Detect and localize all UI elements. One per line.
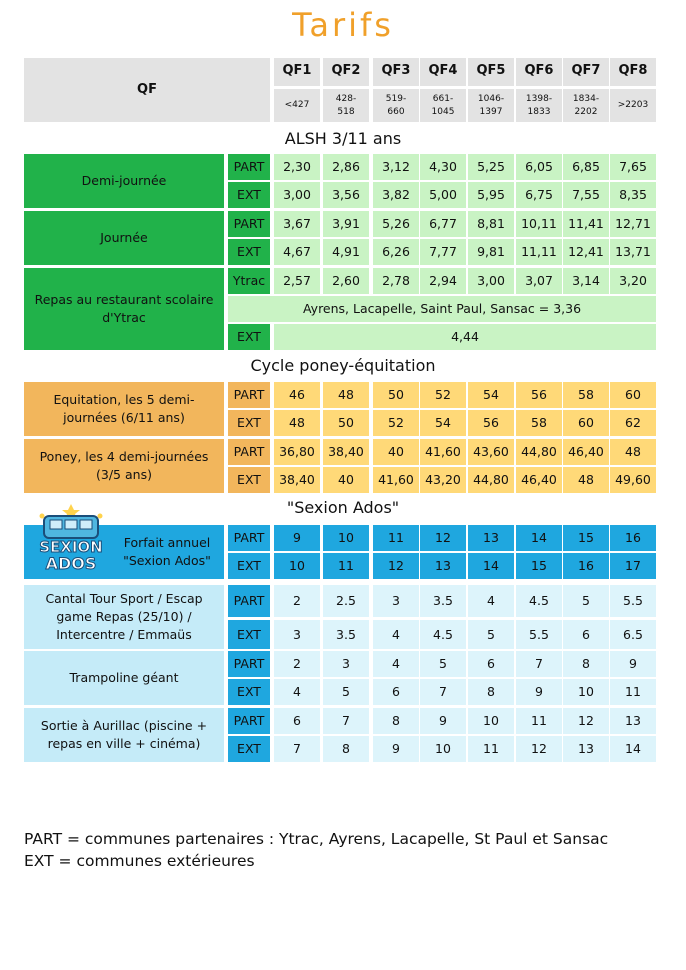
part-price-cell: 11,41 <box>563 211 609 237</box>
ext-price-cell: 3,56 <box>323 182 369 208</box>
ext-price-cell: 49,60 <box>610 467 656 493</box>
footer-ext-legend: EXT = communes extérieures <box>24 852 255 870</box>
ytrac-tag: Ytrac <box>228 268 270 294</box>
part-price-cell: 9 <box>420 708 466 734</box>
ext-price-cell: 3.5 <box>323 620 369 649</box>
ext-price-cell: 13,71 <box>610 239 656 265</box>
part-tag: PART <box>228 585 270 617</box>
ext-price-cell: 62 <box>610 410 656 436</box>
part-price-cell: 40 <box>373 439 419 465</box>
ytrac-price-cell: 2,60 <box>323 268 369 294</box>
ext-price-cell: 41,60 <box>373 467 419 493</box>
qf-range: 1046- 1397 <box>468 89 514 122</box>
ext-price-cell: 56 <box>468 410 514 436</box>
part-tag: PART <box>228 525 270 551</box>
part-price-cell: 3 <box>373 585 419 617</box>
ext-price-cell: 8 <box>468 679 514 705</box>
ext-price-cell: 6.5 <box>610 620 656 649</box>
page-title: Tarifs <box>292 6 394 44</box>
part-tag: PART <box>228 154 270 180</box>
ext-price-cell: 10 <box>563 679 609 705</box>
part-price-cell: 46,40 <box>563 439 609 465</box>
part-price-cell: 5.5 <box>610 585 656 617</box>
part-price-cell: 9 <box>274 525 320 551</box>
qf-range: >2203 <box>610 89 656 122</box>
part-tag: PART <box>228 211 270 237</box>
part-tag: PART <box>228 708 270 734</box>
ext-price-cell: 4 <box>274 679 320 705</box>
ext-price-cell: 60 <box>563 410 609 436</box>
ext-price-cell: 4,44 <box>274 324 656 350</box>
ytrac-price-cell: 2,78 <box>373 268 419 294</box>
row-label-repas: Repas au restaurant scolaire d'Ytrac <box>24 268 224 350</box>
ext-price-cell: 58 <box>516 410 562 436</box>
ext-price-cell: 4 <box>373 620 419 649</box>
part-price-cell: 6 <box>468 651 514 677</box>
part-price-cell: 10,11 <box>516 211 562 237</box>
qf-column-header: QF5 <box>468 58 514 86</box>
qf-range: 428- 518 <box>323 89 369 122</box>
qf-column-header: QF1 <box>274 58 320 86</box>
part-price-cell: 3,91 <box>323 211 369 237</box>
qf-column-header: QF2 <box>323 58 369 86</box>
ext-price-cell: 48 <box>563 467 609 493</box>
row-label-forfait: Forfait annuel "Sexion Ados" <box>24 525 224 579</box>
part-price-cell: 10 <box>323 525 369 551</box>
svg-text:SEXION: SEXION <box>39 538 103 556</box>
row-label-equitation: Equitation, les 5 demi-journées (6/11 ans) <box>24 382 224 436</box>
part-price-cell: 3,12 <box>373 154 419 180</box>
ext-price-cell: 12 <box>516 736 562 762</box>
part-price-cell: 4,30 <box>420 154 466 180</box>
part-price-cell: 16 <box>610 525 656 551</box>
ext-price-cell: 52 <box>373 410 419 436</box>
sexion-ados-logo <box>30 502 112 574</box>
ext-tag: EXT <box>228 324 270 350</box>
part-price-cell: 4.5 <box>516 585 562 617</box>
qf-range: 1834- 2202 <box>563 89 609 122</box>
ext-tag: EXT <box>228 679 270 705</box>
ext-price-cell: 17 <box>610 553 656 579</box>
ext-price-cell: 10 <box>274 553 320 579</box>
ext-price-cell: 3,82 <box>373 182 419 208</box>
ext-price-cell: 48 <box>274 410 320 436</box>
ext-price-cell: 13 <box>563 736 609 762</box>
part-price-cell: 5,26 <box>373 211 419 237</box>
part-price-cell: 60 <box>610 382 656 408</box>
part-price-cell: 5 <box>420 651 466 677</box>
section-title-alsh: ALSH 3/11 ans <box>284 129 402 148</box>
part-price-cell: 14 <box>516 525 562 551</box>
ext-price-cell: 5,95 <box>468 182 514 208</box>
ext-tag: EXT <box>228 239 270 265</box>
part-price-cell: 3,67 <box>274 211 320 237</box>
communes-price-cell: Ayrens, Lacapelle, Saint Paul, Sansac = 3,36 <box>228 296 656 322</box>
part-price-cell: 52 <box>420 382 466 408</box>
part-price-cell: 2 <box>274 651 320 677</box>
ext-tag: EXT <box>228 467 270 493</box>
part-price-cell: 12 <box>420 525 466 551</box>
part-price-cell: 3 <box>323 651 369 677</box>
part-price-cell: 54 <box>468 382 514 408</box>
ytrac-price-cell: 3,14 <box>563 268 609 294</box>
row-label-trampoline: Trampoline géant <box>24 651 224 705</box>
part-price-cell: 12 <box>563 708 609 734</box>
part-price-cell: 7 <box>516 651 562 677</box>
ytrac-price-cell: 2,57 <box>274 268 320 294</box>
part-price-cell: 10 <box>468 708 514 734</box>
ext-price-cell: 6,26 <box>373 239 419 265</box>
ext-price-cell: 5,00 <box>420 182 466 208</box>
ext-price-cell: 43,20 <box>420 467 466 493</box>
part-price-cell: 36,80 <box>274 439 320 465</box>
ext-price-cell: 11 <box>468 736 514 762</box>
qf-column-header: QF7 <box>563 58 609 86</box>
ext-price-cell: 5.5 <box>516 620 562 649</box>
ext-price-cell: 11,11 <box>516 239 562 265</box>
ext-tag: EXT <box>228 182 270 208</box>
qf-range: 661- 1045 <box>420 89 466 122</box>
part-price-cell: 50 <box>373 382 419 408</box>
part-price-cell: 8 <box>373 708 419 734</box>
part-price-cell: 2.5 <box>323 585 369 617</box>
part-price-cell: 48 <box>610 439 656 465</box>
ext-price-cell: 16 <box>563 553 609 579</box>
part-price-cell: 12,71 <box>610 211 656 237</box>
part-tag: PART <box>228 439 270 465</box>
qf-column-header: QF3 <box>373 58 419 86</box>
part-price-cell: 6,77 <box>420 211 466 237</box>
ext-price-cell: 15 <box>516 553 562 579</box>
part-price-cell: 56 <box>516 382 562 408</box>
ext-price-cell: 7,77 <box>420 239 466 265</box>
part-price-cell: 13 <box>468 525 514 551</box>
part-price-cell: 13 <box>610 708 656 734</box>
part-price-cell: 43,60 <box>468 439 514 465</box>
ext-price-cell: 9,81 <box>468 239 514 265</box>
qf-range: 1398- 1833 <box>516 89 562 122</box>
ext-price-cell: 3,00 <box>274 182 320 208</box>
ext-price-cell: 7 <box>274 736 320 762</box>
ext-price-cell: 6 <box>373 679 419 705</box>
qf-column-header: QF8 <box>610 58 656 86</box>
part-price-cell: 6,85 <box>563 154 609 180</box>
ext-tag: EXT <box>228 736 270 762</box>
row-label-poney: Poney, les 4 demi-journées (3/5 ans) <box>24 439 224 493</box>
qf-column-header: QF4 <box>420 58 466 86</box>
part-tag: PART <box>228 382 270 408</box>
qf-header-label: QF <box>24 58 270 122</box>
part-price-cell: 11 <box>516 708 562 734</box>
part-price-cell: 2,86 <box>323 154 369 180</box>
ext-tag: EXT <box>228 410 270 436</box>
ext-price-cell: 10 <box>420 736 466 762</box>
ext-price-cell: 9 <box>516 679 562 705</box>
ytrac-price-cell: 2,94 <box>420 268 466 294</box>
ytrac-price-cell: 3,00 <box>468 268 514 294</box>
ext-price-cell: 4,91 <box>323 239 369 265</box>
ext-price-cell: 6 <box>563 620 609 649</box>
ext-price-cell: 40 <box>323 467 369 493</box>
qf-column-header: QF6 <box>516 58 562 86</box>
section-title-ados: "Sexion Ados" <box>286 498 400 517</box>
ext-price-cell: 12,41 <box>563 239 609 265</box>
ytrac-price-cell: 3,07 <box>516 268 562 294</box>
part-price-cell: 48 <box>323 382 369 408</box>
part-price-cell: 46 <box>274 382 320 408</box>
section-title-poney: Cycle poney-équitation <box>250 356 436 375</box>
ext-tag: EXT <box>228 553 270 579</box>
ext-price-cell: 4,67 <box>274 239 320 265</box>
part-price-cell: 44,80 <box>516 439 562 465</box>
ext-price-cell: 46,40 <box>516 467 562 493</box>
part-price-cell: 4 <box>373 651 419 677</box>
part-price-cell: 7 <box>323 708 369 734</box>
part-price-cell: 7,65 <box>610 154 656 180</box>
row-label-journee: Journée <box>24 211 224 265</box>
part-price-cell: 38,40 <box>323 439 369 465</box>
part-price-cell: 2,30 <box>274 154 320 180</box>
part-price-cell: 6,05 <box>516 154 562 180</box>
row-label-cantal: Cantal Tour Sport / Escap game Repas (25/10) / Intercentre / Emmaüs <box>24 585 224 649</box>
part-price-cell: 6 <box>274 708 320 734</box>
qf-range: <427 <box>274 89 320 122</box>
part-price-cell: 2 <box>274 585 320 617</box>
ext-price-cell: 50 <box>323 410 369 436</box>
part-price-cell: 15 <box>563 525 609 551</box>
part-price-cell: 3.5 <box>420 585 466 617</box>
ext-price-cell: 9 <box>373 736 419 762</box>
ext-price-cell: 8 <box>323 736 369 762</box>
ext-price-cell: 38,40 <box>274 467 320 493</box>
ext-price-cell: 5 <box>323 679 369 705</box>
ext-price-cell: 14 <box>610 736 656 762</box>
ext-price-cell: 7,55 <box>563 182 609 208</box>
part-price-cell: 58 <box>563 382 609 408</box>
ext-price-cell: 4.5 <box>420 620 466 649</box>
ext-price-cell: 11 <box>610 679 656 705</box>
ext-price-cell: 54 <box>420 410 466 436</box>
ext-price-cell: 5 <box>468 620 514 649</box>
ext-price-cell: 12 <box>373 553 419 579</box>
ext-tag: EXT <box>228 620 270 649</box>
part-price-cell: 5,25 <box>468 154 514 180</box>
qf-range: 519- 660 <box>373 89 419 122</box>
ytrac-price-cell: 3,20 <box>610 268 656 294</box>
part-price-cell: 9 <box>610 651 656 677</box>
ext-price-cell: 44,80 <box>468 467 514 493</box>
ext-price-cell: 11 <box>323 553 369 579</box>
svg-text:ADOS: ADOS <box>45 554 97 573</box>
part-price-cell: 5 <box>563 585 609 617</box>
ext-price-cell: 14 <box>468 553 514 579</box>
part-price-cell: 41,60 <box>420 439 466 465</box>
part-price-cell: 4 <box>468 585 514 617</box>
ext-price-cell: 6,75 <box>516 182 562 208</box>
part-price-cell: 11 <box>373 525 419 551</box>
part-price-cell: 8,81 <box>468 211 514 237</box>
row-label-aurillac: Sortie à Aurillac (piscine + repas en ville + cinéma) <box>24 708 224 762</box>
part-price-cell: 8 <box>563 651 609 677</box>
ext-price-cell: 13 <box>420 553 466 579</box>
ext-price-cell: 7 <box>420 679 466 705</box>
ext-price-cell: 3 <box>274 620 320 649</box>
row-label-demi-journee: Demi-journée <box>24 154 224 208</box>
footer-part-legend: PART = communes partenaires : Ytrac, Ayrens, Lacapelle, St Paul et Sansac <box>24 830 609 848</box>
ext-price-cell: 8,35 <box>610 182 656 208</box>
part-tag: PART <box>228 651 270 677</box>
